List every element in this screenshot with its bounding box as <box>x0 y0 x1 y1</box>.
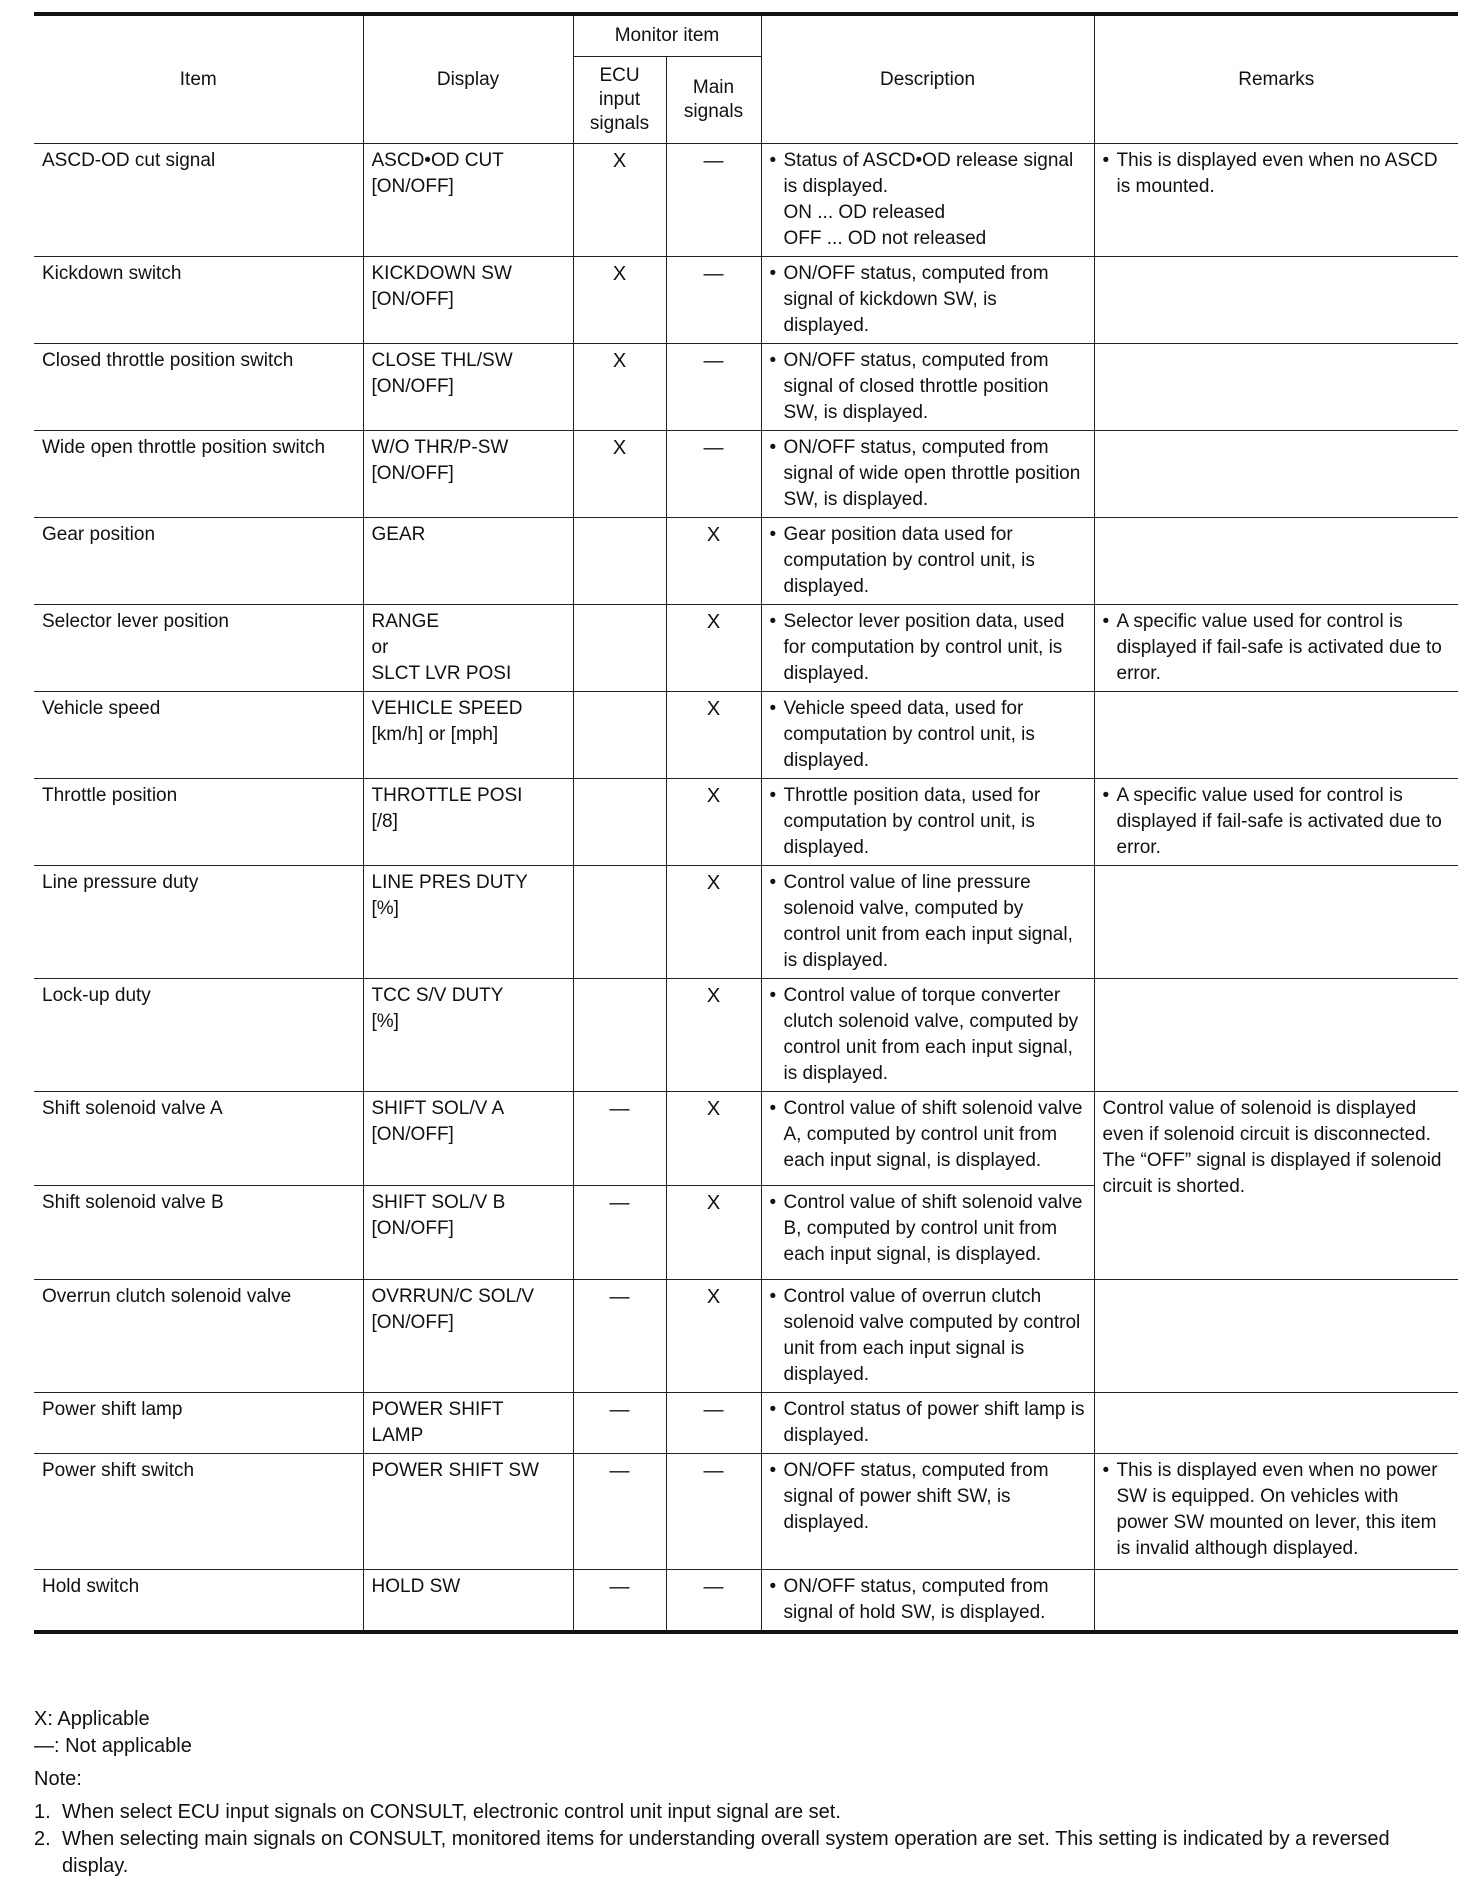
bullet-icon: • <box>769 350 777 371</box>
remarks-cell <box>1094 692 1458 779</box>
main-signal-mark: — <box>666 257 761 344</box>
display-line: TCC S/V DUTY <box>371 985 504 1006</box>
description-cell <box>761 979 1094 1092</box>
ecu-input-mark: X <box>573 257 666 344</box>
monitor-item-sheet <box>34 12 1458 1634</box>
display-cell <box>363 1186 573 1280</box>
description-cell <box>761 605 1094 692</box>
display-line: VEHICLE SPEED <box>371 698 523 719</box>
ecu-input-mark: — <box>573 1570 666 1633</box>
main-signal-mark: — <box>666 1570 761 1633</box>
display-line: CLOSE THL/SW <box>371 350 513 371</box>
display-line: [%] <box>371 898 399 919</box>
remarks-cell <box>1094 779 1458 866</box>
description-text: ON/OFF status, computed from signal of power shift SW, is displayed. <box>783 1460 1049 1533</box>
description-cell <box>761 1454 1094 1570</box>
description-text: Selector lever position data, used for computation by control unit, is displayed. <box>783 611 1065 684</box>
item-cell: Overrun clutch solenoid valve <box>34 1280 363 1393</box>
description-text: Throttle position data, used for computation by control unit, is displayed. <box>783 785 1041 858</box>
description-cell <box>761 1186 1094 1280</box>
display-line: [ON/OFF] <box>371 1218 454 1239</box>
description-bullet <box>770 696 1086 774</box>
display-line: HOLD SW <box>371 1576 461 1597</box>
display-cell <box>363 144 573 257</box>
bullet-icon: • <box>769 1399 777 1420</box>
description-bullet <box>770 609 1086 687</box>
description-text: Control value of shift solenoid valve A, computed by control unit from each input signal, is displayed. <box>783 1098 1083 1171</box>
table-footer <box>34 1706 1458 1880</box>
display-cell <box>363 866 573 979</box>
item-cell: Line pressure duty <box>34 866 363 979</box>
item-cell: Gear position <box>34 518 363 605</box>
display-line: [ON/OFF] <box>371 1312 454 1333</box>
table-row <box>34 1454 1458 1570</box>
description-text: Control status of power shift lamp is displayed. <box>783 1399 1085 1446</box>
display-line: SHIFT SOL/V A <box>371 1098 505 1119</box>
remarks-cell <box>1094 1280 1458 1393</box>
description-cell <box>761 518 1094 605</box>
display-cell <box>363 431 573 518</box>
bullet-icon: • <box>769 698 777 719</box>
table-row <box>34 518 1458 605</box>
description-bullet <box>770 435 1086 513</box>
bullet-icon: • <box>1102 611 1110 632</box>
header-ecu-input-signals: ECU input signals <box>573 57 666 144</box>
bullet-icon: • <box>769 1192 777 1213</box>
display-line: W/O THR/P-SW <box>371 437 509 458</box>
description-cell <box>761 1393 1094 1454</box>
remarks-text: A specific value used for control is displayed if fail-safe is activated due to error. <box>1116 611 1442 684</box>
remarks-cell <box>1094 866 1458 979</box>
remarks-bullet <box>1103 1458 1451 1562</box>
display-line: POWER SHIFT SW <box>371 1460 539 1481</box>
display-cell <box>363 1092 573 1186</box>
description-text: Control value of torque converter clutch solenoid valve, computed by control unit from each input signal, is displayed. <box>783 985 1079 1084</box>
legend-applicable: X: Applicable <box>34 1708 150 1730</box>
item-cell: Power shift lamp <box>34 1393 363 1454</box>
main-signal-mark: — <box>666 431 761 518</box>
note-text: When selecting main signals on CONSULT, monitored items for understanding overall system operation are set. This setting is indicated by a reversed display. <box>62 1828 1390 1877</box>
description-bullet <box>770 783 1086 861</box>
display-line: THROTTLE POSI <box>371 785 523 806</box>
remarks-cell <box>1094 344 1458 431</box>
description-text: Vehicle speed data, used for computation by control unit, is displayed. <box>783 698 1035 771</box>
description-text: Control value of line pressure solenoid valve, computed by control unit from each input signal, is displayed. <box>783 872 1073 971</box>
legend-not-applicable: —: Not applicable <box>34 1735 192 1757</box>
description-bullet <box>770 1284 1086 1388</box>
table-row <box>34 779 1458 866</box>
display-line: [ON/OFF] <box>371 376 454 397</box>
table-row <box>34 1570 1458 1633</box>
display-line: [%] <box>371 1011 399 1032</box>
ecu-input-mark: X <box>573 431 666 518</box>
remarks-cell <box>1094 431 1458 518</box>
description-cell <box>761 144 1094 257</box>
description-bullet <box>770 1096 1086 1174</box>
ecu-input-mark: X <box>573 344 666 431</box>
main-signal-mark: — <box>666 1393 761 1454</box>
note-item <box>34 1799 1458 1826</box>
main-signal-mark: X <box>666 692 761 779</box>
remarks-cell <box>1094 1393 1458 1454</box>
description-text: Control value of shift solenoid valve B, computed by control unit from each input signal, is displayed. <box>783 1192 1083 1265</box>
bullet-icon: • <box>769 263 777 284</box>
item-cell: Closed throttle position switch <box>34 344 363 431</box>
display-line: [ON/OFF] <box>371 463 454 484</box>
bullet-icon: • <box>769 1460 777 1481</box>
description-bullet <box>770 261 1086 339</box>
item-cell: Shift solenoid valve A <box>34 1092 363 1186</box>
description-detail: OFF ... OD not released <box>783 228 987 249</box>
display-line: RANGE <box>371 611 440 632</box>
remarks-cell <box>1094 605 1458 692</box>
bullet-icon: • <box>769 785 777 806</box>
header-item: Item <box>34 14 363 144</box>
main-signal-mark: X <box>666 605 761 692</box>
description-cell <box>761 779 1094 866</box>
display-line: ASCD•OD CUT <box>371 150 504 171</box>
item-cell: Lock-up duty <box>34 979 363 1092</box>
main-signal-mark: X <box>666 1186 761 1280</box>
description-text: ON/OFF status, computed from signal of hold SW, is displayed. <box>783 1576 1049 1623</box>
ecu-input-mark <box>573 692 666 779</box>
display-line: [ON/OFF] <box>371 1124 454 1145</box>
description-cell <box>761 431 1094 518</box>
remarks-cell <box>1094 1570 1458 1633</box>
display-cell <box>363 344 573 431</box>
item-cell: Kickdown switch <box>34 257 363 344</box>
description-cell <box>761 1280 1094 1393</box>
ecu-input-mark: — <box>573 1092 666 1186</box>
ecu-input-mark: — <box>573 1393 666 1454</box>
ecu-input-mark: — <box>573 1186 666 1280</box>
note-heading: Note: <box>34 1768 82 1790</box>
display-line: SLCT LVR POSI <box>371 663 512 684</box>
description-bullet <box>770 1190 1086 1268</box>
table-row <box>34 144 1458 257</box>
ecu-input-mark <box>573 779 666 866</box>
remarks-text: The “OFF” signal is displayed if solenoid circuit is shorted. <box>1102 1150 1442 1197</box>
remarks-text: This is displayed even when no ASCD is mounted. <box>1116 150 1438 197</box>
main-signal-mark: — <box>666 144 761 257</box>
table-body <box>34 144 1458 1633</box>
display-line: LINE PRES DUTY <box>371 872 528 893</box>
item-cell: Vehicle speed <box>34 692 363 779</box>
bullet-icon: • <box>769 872 777 893</box>
ecu-input-mark <box>573 605 666 692</box>
main-signal-mark: X <box>666 979 761 1092</box>
display-line: GEAR <box>371 524 426 545</box>
display-line: POWER SHIFT <box>371 1399 504 1420</box>
remarks-text: Control value of solenoid is displayed even if solenoid circuit is disconnected. <box>1102 1098 1431 1145</box>
remarks-text: This is displayed even when no power SW is equipped. On vehicles with power SW mounted on lever, this item is invalid although displayed. <box>1116 1460 1438 1559</box>
table-header <box>34 14 1458 144</box>
table-row <box>34 1393 1458 1454</box>
description-bullet <box>770 1574 1086 1626</box>
remarks-bullet <box>1103 609 1451 687</box>
item-cell: Throttle position <box>34 779 363 866</box>
bullet-icon: • <box>769 611 777 632</box>
description-bullet <box>770 1397 1086 1449</box>
bullet-icon: • <box>1102 1460 1110 1481</box>
description-text: Gear position data used for computation by control unit, is displayed. <box>783 524 1035 597</box>
display-line: LAMP <box>371 1425 424 1446</box>
remarks-cell <box>1094 257 1458 344</box>
ecu-input-mark: — <box>573 1280 666 1393</box>
header-description: Description <box>761 14 1094 144</box>
description-bullet <box>770 148 1086 200</box>
table-row <box>34 344 1458 431</box>
description-cell <box>761 1570 1094 1633</box>
item-cell: Selector lever position <box>34 605 363 692</box>
item-cell: Wide open throttle position switch <box>34 431 363 518</box>
header-monitor-item: Monitor item <box>573 14 761 57</box>
table-row <box>34 257 1458 344</box>
display-cell <box>363 257 573 344</box>
item-cell: ASCD-OD cut signal <box>34 144 363 257</box>
display-cell <box>363 1454 573 1570</box>
description-cell <box>761 692 1094 779</box>
remarks-bullet <box>1103 148 1451 200</box>
description-bullet <box>770 1458 1086 1536</box>
bullet-icon: • <box>1102 150 1110 171</box>
item-cell: Power shift switch <box>34 1454 363 1570</box>
ecu-input-mark <box>573 518 666 605</box>
display-line: KICKDOWN SW <box>371 263 512 284</box>
table-row <box>34 1280 1458 1393</box>
bullet-icon: • <box>769 437 777 458</box>
description-text: Control value of overrun clutch solenoid valve computed by control unit from each input signal is displayed. <box>783 1286 1081 1385</box>
remarks-cell <box>1094 1454 1458 1570</box>
description-cell <box>761 866 1094 979</box>
display-cell <box>363 692 573 779</box>
item-cell: Shift solenoid valve B <box>34 1186 363 1280</box>
display-line: [km/h] or [mph] <box>371 724 499 745</box>
remarks-bullet <box>1103 783 1451 861</box>
table-row <box>34 605 1458 692</box>
ecu-input-mark <box>573 866 666 979</box>
main-signal-mark: X <box>666 518 761 605</box>
description-bullet <box>770 522 1086 600</box>
display-line: [/8] <box>371 811 398 832</box>
table-row <box>34 431 1458 518</box>
main-signal-mark: — <box>666 344 761 431</box>
display-line: SHIFT SOL/V B <box>371 1192 506 1213</box>
bullet-icon: • <box>1102 785 1110 806</box>
remarks-text: A specific value used for control is displayed if fail-safe is activated due to error. <box>1116 785 1442 858</box>
header-display: Display <box>363 14 573 144</box>
display-line: [ON/OFF] <box>371 176 454 197</box>
remarks-cell <box>1094 979 1458 1092</box>
note-text: When select ECU input signals on CONSULT, electronic control unit input signal are set. <box>62 1801 841 1823</box>
header-remarks: Remarks <box>1094 14 1458 144</box>
bullet-icon: • <box>769 150 777 171</box>
note-number: 1. <box>34 1801 51 1823</box>
display-line: or <box>371 637 389 658</box>
note-list <box>34 1799 1458 1880</box>
remarks-cell <box>1094 144 1458 257</box>
description-cell <box>761 1092 1094 1186</box>
description-bullet <box>770 983 1086 1087</box>
main-signal-mark: X <box>666 866 761 979</box>
display-cell <box>363 518 573 605</box>
remarks-cell <box>1094 518 1458 605</box>
display-line: OVRRUN/C SOL/V <box>371 1286 535 1307</box>
bullet-icon: • <box>769 985 777 1006</box>
ecu-input-mark <box>573 979 666 1092</box>
bullet-icon: • <box>769 1098 777 1119</box>
main-signal-mark: X <box>666 1092 761 1186</box>
item-cell: Hold switch <box>34 1570 363 1633</box>
table-row <box>34 979 1458 1092</box>
description-detail: ON ... OD released <box>783 202 946 223</box>
description-cell <box>761 344 1094 431</box>
description-bullet <box>770 870 1086 974</box>
table-row <box>34 1092 1458 1186</box>
description-cell <box>761 257 1094 344</box>
main-signal-mark: X <box>666 1280 761 1393</box>
description-text: ON/OFF status, computed from signal of closed throttle position SW, is displayed. <box>783 350 1049 423</box>
description-text: ON/OFF status, computed from signal of wide open throttle position SW, is displayed. <box>783 437 1081 510</box>
table-row <box>34 692 1458 779</box>
monitor-item-table <box>34 12 1458 1634</box>
display-cell <box>363 779 573 866</box>
main-signal-mark: — <box>666 1454 761 1570</box>
note-number: 2. <box>34 1828 51 1850</box>
description-bullet <box>770 348 1086 426</box>
ecu-input-mark: — <box>573 1454 666 1570</box>
display-cell <box>363 1570 573 1633</box>
ecu-input-mark: X <box>573 144 666 257</box>
display-cell <box>363 979 573 1092</box>
display-cell <box>363 605 573 692</box>
table-row <box>34 866 1458 979</box>
main-signal-mark: X <box>666 779 761 866</box>
display-cell <box>363 1393 573 1454</box>
header-main-signals: Main signals <box>666 57 761 144</box>
bullet-icon: • <box>769 524 777 545</box>
remarks-cell-shift-solenoid <box>1094 1092 1458 1280</box>
description-text: ON/OFF status, computed from signal of kickdown SW, is displayed. <box>783 263 1049 336</box>
bullet-icon: • <box>769 1286 777 1307</box>
description-text: Status of ASCD•OD release signal is displayed. <box>783 150 1074 197</box>
bullet-icon: • <box>769 1576 777 1597</box>
display-line: [ON/OFF] <box>371 289 454 310</box>
display-cell <box>363 1280 573 1393</box>
note-item <box>34 1826 1458 1880</box>
